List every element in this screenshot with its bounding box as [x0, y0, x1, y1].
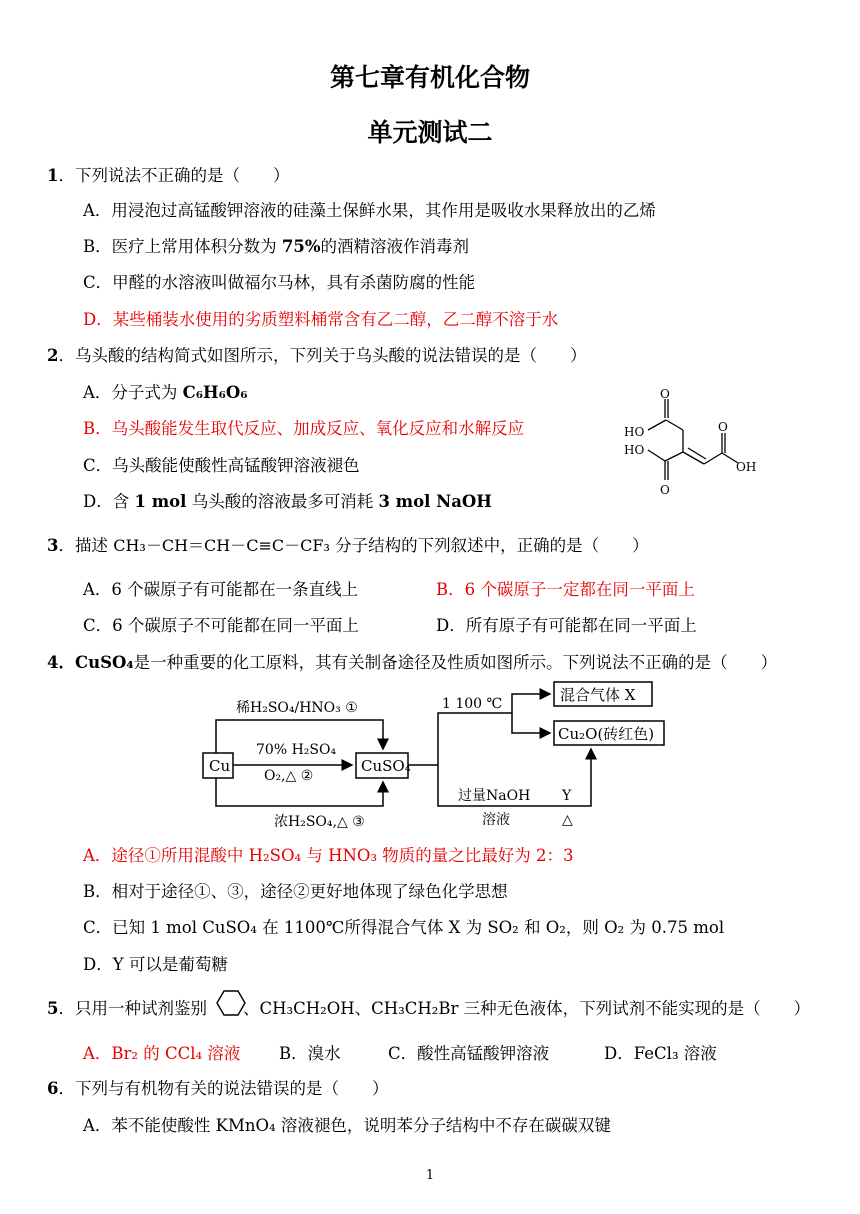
page-title: 第七章有机化合物: [329, 63, 530, 92]
q3-formula: CH₃－CH＝CH－C≡C－CF₃: [113, 536, 330, 555]
q3-option-a: A．6 个碳原子有可能都在一条直线上: [83, 580, 359, 599]
q6-option-a: A．苯不能使酸性 KMnO₄ 溶液褪色，说明苯分子结构中不存在碳碳双键: [83, 1116, 611, 1135]
aconitic-acid-structure: [618, 384, 768, 500]
cu-label: Cu: [209, 757, 231, 775]
o-right-label: O: [718, 420, 728, 434]
gas-x-label: 混合气体 X: [560, 686, 636, 704]
page-subtitle: 单元测试二: [367, 118, 493, 147]
q2-option-d: D．含 1 mol 乌头酸的溶液最多可消耗 3 mol NaOH: [83, 492, 492, 511]
q1-option-a: A．用浸泡过高锰酸钾溶液的硅藻土保鲜水果，其作用是吸收水果释放出的乙烯: [83, 201, 656, 220]
q2-option-c: C．乌头酸能使酸性高锰酸钾溶液褪色: [83, 456, 360, 475]
page-number: 1: [425, 1168, 435, 1183]
benzene-ring-icon: [214, 989, 248, 1017]
q1-option-b: B．医疗上常用体积分数为 75%的酒精溶液作消毒剂: [83, 237, 470, 256]
q5-option-c: C．酸性高锰酸钾溶液: [388, 1044, 550, 1063]
q5-option-b: B．溴水: [279, 1044, 341, 1063]
q1-option-d-answer: D．某些桶装水使用的劣质塑料桶常含有乙二醇，乙二醇不溶于水: [83, 310, 559, 329]
route2-label-a: 70% H₂SO₄: [256, 742, 337, 758]
o-bottom-label: O: [660, 483, 670, 497]
q3-option-d: D．所有原子有可能都在同一平面上: [436, 616, 697, 635]
q4-option-a-answer: A．途径①所用混酸中 H₂SO₄ 与 HNO₃ 物质的量之比最好为 2：3: [83, 846, 574, 865]
question-1-stem: 1．下列说法不正确的是（ ）: [47, 166, 290, 185]
o-top-label: O: [660, 387, 670, 401]
q3-option-b-answer: B．6 个碳原子一定都在同一平面上: [436, 580, 695, 599]
question-3-stem: 3．描述 CH₃－CH＝CH－C≡C－CF₃ 分子结构的下列叙述中，正确的是（ ）: [47, 536, 649, 555]
q5-option-a-answer: A．Br₂ 的 CCl₄ 溶液: [83, 1044, 241, 1063]
ho-label-1: HO: [624, 425, 645, 439]
q3-option-c: C．6 个碳原子不可能都在同一平面上: [83, 616, 359, 635]
q1-option-c: C．甲醛的水溶液叫做福尔马林，具有杀菌防腐的性能: [83, 273, 476, 292]
solution-label: 溶液: [482, 812, 510, 828]
y-label: Y: [562, 788, 572, 804]
q2-option-a: A．分子式为 C₆H₆O₆: [83, 383, 248, 402]
question-5-stem: 5．只用一种试剂鉴别 、CH₃CH₂OH、CH₃CH₂Br 三种无色液体，下列试剂不能实现的是（ ）: [47, 999, 811, 1018]
oh-label: OH: [736, 460, 757, 474]
route1-label: 稀H₂SO₄/HNO₃ ①: [236, 700, 358, 716]
ho-label-2: HO: [624, 443, 645, 457]
q4-option-b: B．相对于途径①、③，途径②更好地体现了绿色化学思想: [83, 882, 508, 901]
question-6-stem: 6．下列与有机物有关的说法错误的是（ ）: [47, 1079, 389, 1098]
question-2-stem: 2．乌头酸的结构简式如图所示，下列关于乌头酸的说法错误的是（ ）: [47, 346, 587, 365]
naoh-label: 过量NaOH: [458, 788, 531, 804]
temp-label: 1 100 ℃: [442, 696, 503, 712]
q4-option-c: C．已知 1 mol CuSO₄ 在 1100℃所得混合气体 X 为 SO₂ 和 O₂，则 O₂ 为 0.75 mol: [83, 918, 725, 937]
q5-option-d: D．FeCl₃ 溶液: [604, 1044, 717, 1063]
q2-option-b-answer: B．乌头酸能发生取代反应、加成反应、氧化反应和水解反应: [83, 419, 525, 438]
cu2o-label: Cu₂O(砖红色): [558, 725, 655, 743]
cuso4-label: CuSO₄: [361, 757, 411, 775]
route2-label-b: O₂,△ ②: [264, 768, 314, 784]
question-4-stem: 4．CuSO₄是一种重要的化工原料，其有关制备途径及性质如图所示。下列说法不正确的是（ ）: [47, 653, 778, 672]
heat-label: △: [562, 812, 573, 828]
route3-label: 浓H₂SO₄,△ ③: [274, 814, 365, 830]
q4-option-d: D．Y 可以是葡萄糖: [83, 955, 228, 974]
cuso4-flow-diagram: [196, 676, 676, 834]
